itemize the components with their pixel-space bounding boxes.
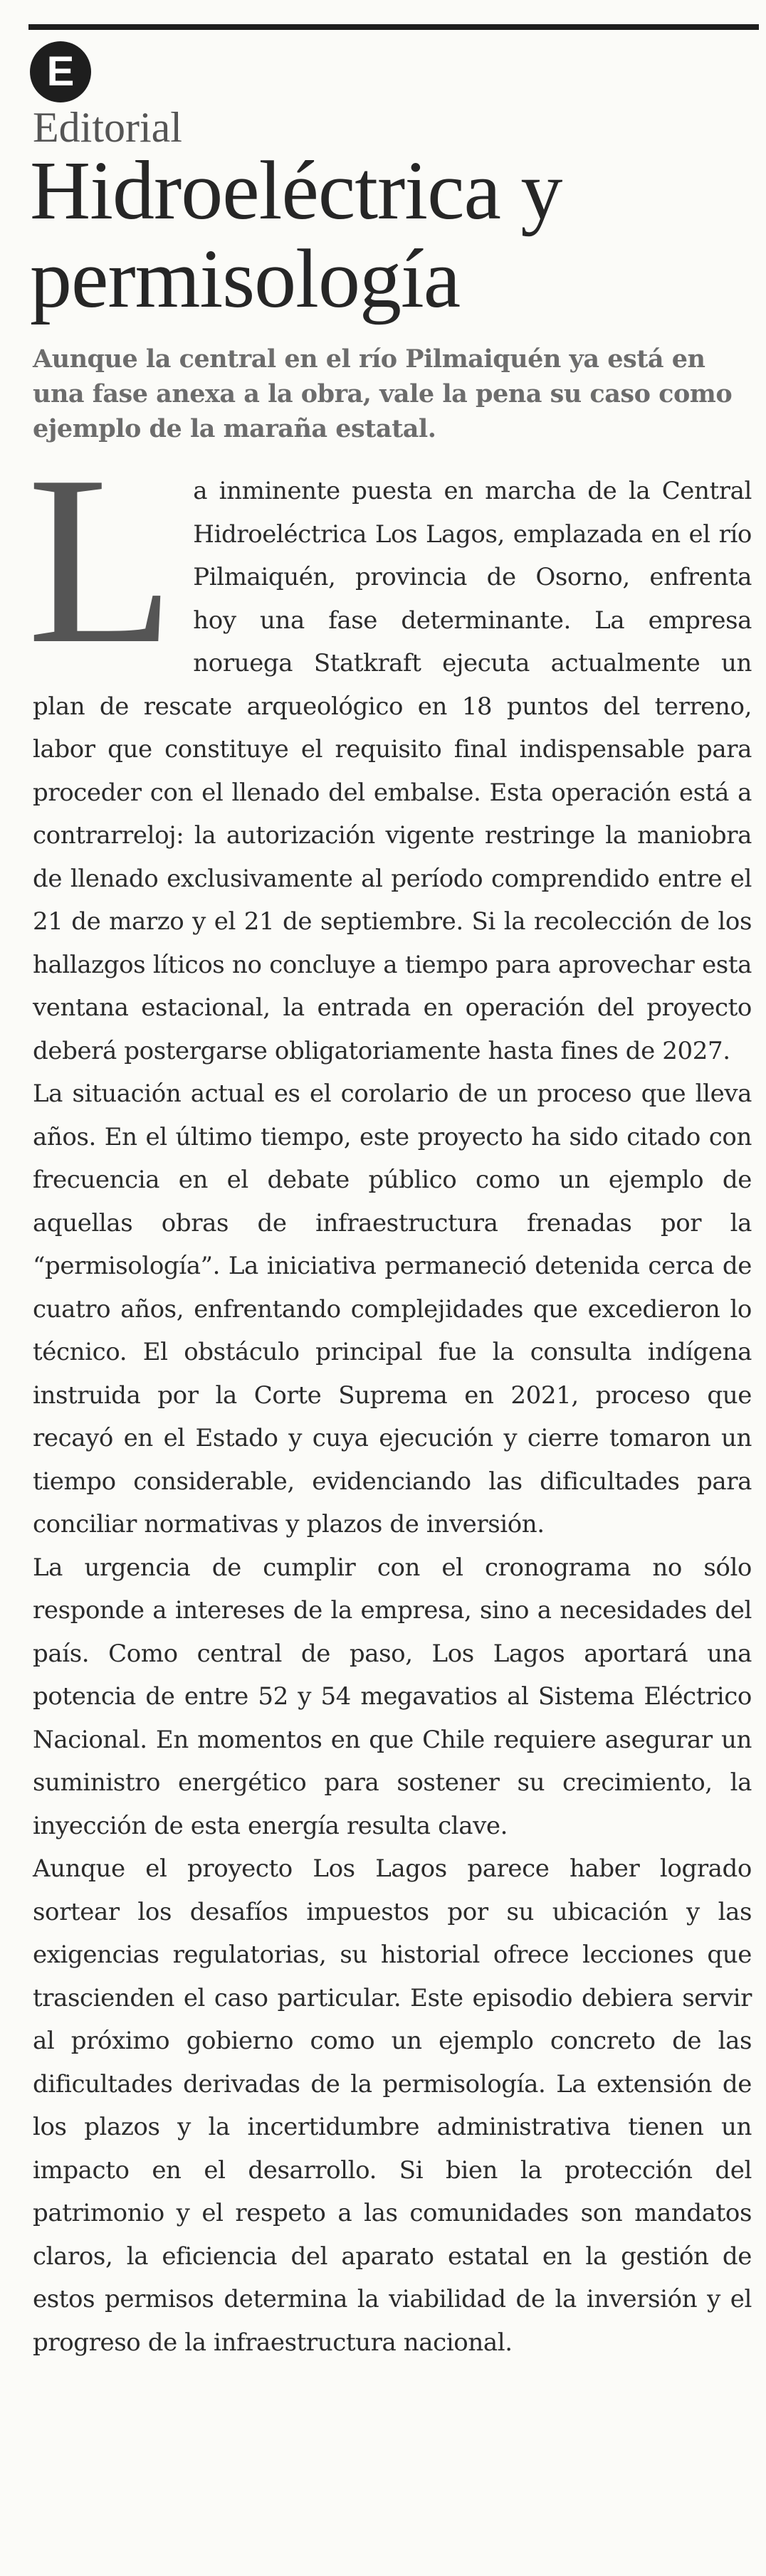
paragraph-3: La urgencia de cumplir con el cronograma no sólo responde a intereses de la empresa, sino a necesidades del país. Como central de paso, Los Lagos aportará una potencia de entre 52 y 54 megavatios al Sistema Eléctrico Nacional. En momentos en que Chile requiere asegurar un suministro energético para sostener su crecimiento, la inyección de esta energía resulta clave. bbox=[33, 1553, 752, 1840]
article-body bbox=[27, 426, 752, 2555]
paragraph-1 bbox=[27, 426, 752, 1072]
section-label: Editorial bbox=[33, 104, 182, 151]
drop-cap: L bbox=[27, 426, 175, 694]
top-rule bbox=[28, 24, 759, 30]
headline: Hidroeléctrica y permisología bbox=[30, 144, 562, 325]
paragraph-2: La situación actual es el corolario de un proceso que lleva años. En el último tiempo, este proyecto ha sido citado con frecuencia en el debate público como un ejemplo de aquellas obras de infraestructura frenadas por la “permisología”. La iniciativa permaneció detenida cerca de cuatro años, enfrentando complejidades que excedieron lo técnico. El obstáculo principal fue la consulta indígena instruida por la Corte Suprema en 2021, proceso que recayó en el Estado y cuya ejecución y cierre tomaron un tiempo considerable, evidenciando las dificultades para conciliar normativas y plazos de inversión. bbox=[33, 1080, 752, 1538]
paragraph-1-text: a inminente puesta en marcha de la Central Hidroeléctrica Los Lagos, emplazada en el río Pilmaiquén, provincia de Osorno, enfrenta hoy una fase determinante. La empresa noruega Statkraft ejecuta actualmente un plan de rescate arqueológico en 18 puntos del terreno, labor que constituye el requisito final indispensable para proceder con el llenado del embalse. Esta operación está a contrarreloj: la autorización vigente restringe la maniobra de llenado exclusivamente al período comprendido entre el 21 de marzo y el 21 de septiembre. Si la recolección de los hallazgos líticos no concluye a tiempo para aprovechar esta ventana estacional, la entrada en operación del proyecto deberá postergarse obligatoriamente hasta fines de 2027. bbox=[33, 477, 752, 1065]
section-badge-icon: E bbox=[30, 41, 91, 102]
deck-subtitle: Aunque la central en el río Pilmaiquén ya está en una fase anexa a la obra, vale la pena su caso como ejemplo de la maraña estatal. bbox=[33, 344, 733, 443]
paragraph-4: Aunque el proyecto Los Lagos parece haber logrado sortear los desafíos impuestos por su ubicación y las exigencias regulatorias, su historial ofrece lecciones que trascienden el caso particular. Este episodio debiera servir al próximo gobierno como un ejemplo concreto de las dificultades derivadas de la permisología. La extensión de los plazos y la incertidumbre administrativa tienen un impacto en el desarrollo. Si bien la protección del patrimonio y el respeto a las comunidades son mandatos claros, la eficiencia del aparato estatal en la gestión de estos permisos determina la viabilidad de la inversión y el progreso de la infraestructura nacional. bbox=[33, 1854, 752, 2357]
